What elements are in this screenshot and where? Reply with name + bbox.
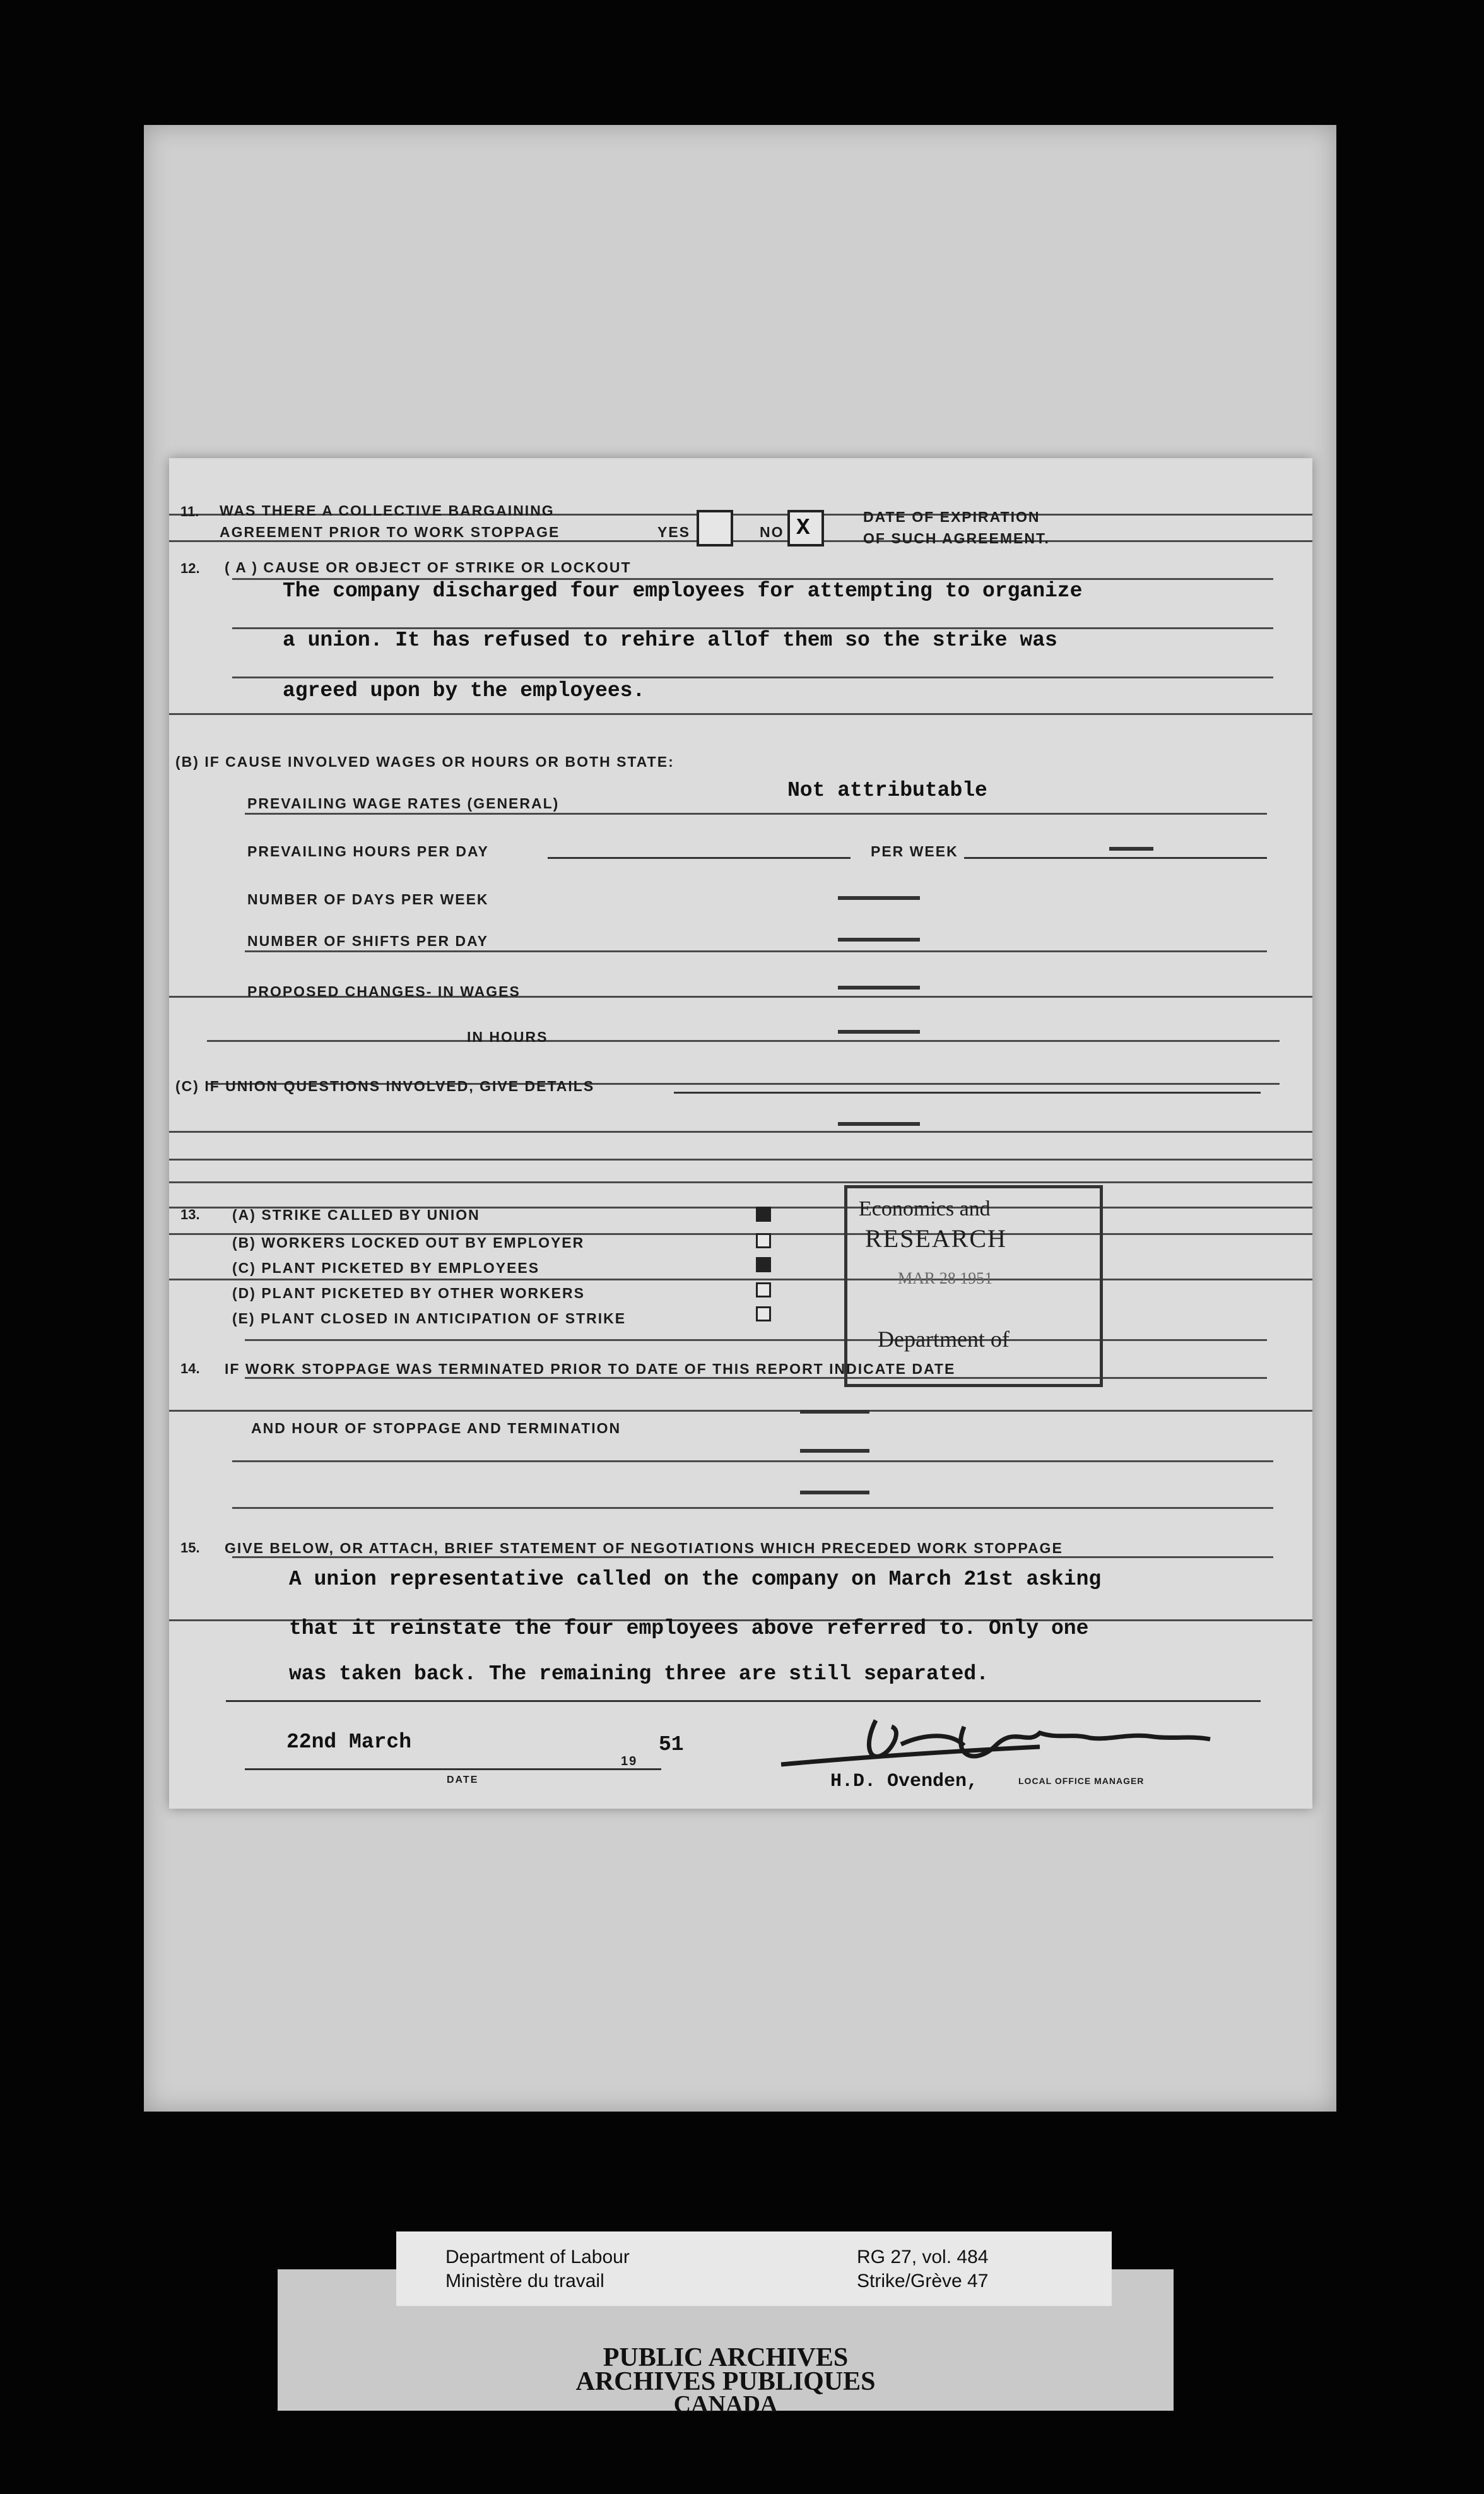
q11-no-mark: X xyxy=(796,515,810,541)
form-rule xyxy=(232,1460,1273,1462)
q11-yes-checkbox[interactable] xyxy=(697,510,733,547)
stamp-line1: Economics and xyxy=(859,1197,991,1220)
q11-expiration-line1: DATE OF EXPIRATION xyxy=(863,509,1040,525)
stamp-line4: Department of xyxy=(878,1327,1010,1352)
q14-number: 14. xyxy=(180,1361,200,1376)
q13-number: 13. xyxy=(180,1207,200,1222)
proposed-wages-label: PROPOSED CHANGES- IN WAGES xyxy=(247,983,521,1000)
q13-item-a: (A) STRIKE CALLED BY UNION xyxy=(232,1207,480,1223)
q13-item-c: (C) PLANT PICKETED BY EMPLOYEES xyxy=(232,1260,540,1276)
stamp-line3: MAR 28 1951 xyxy=(898,1269,993,1287)
signature xyxy=(775,1708,1216,1777)
hours-per-day-line xyxy=(548,857,851,859)
form-rule xyxy=(245,1339,1267,1341)
strike-report-form xyxy=(169,458,1312,1809)
stamp-line2: RESEARCH xyxy=(865,1224,1007,1253)
union-details-dash xyxy=(838,1122,920,1126)
form-rule xyxy=(169,1279,1312,1280)
form-rule xyxy=(169,1159,1312,1161)
q15-label: GIVE BELOW, OR ATTACH, BRIEF STATEMENT OF NEGOTIATIONS WHICH PRECEDED WORK STOPPAGE xyxy=(225,1540,1063,1556)
public-archives-en: PUBLIC ARCHIVES xyxy=(603,2343,849,2372)
q13-checkbox-c[interactable] xyxy=(756,1257,771,1272)
q13-checkbox-d[interactable] xyxy=(756,1282,771,1297)
q11-label-line2: AGREEMENT PRIOR TO WORK STOPPAGE xyxy=(220,524,560,540)
archive-ref-strike: Strike/Grève 47 xyxy=(857,2271,989,2291)
q15-number: 15. xyxy=(180,1540,200,1556)
received-stamp xyxy=(844,1185,1103,1387)
q15-line1: A union representative called on the company on March 21st asking xyxy=(289,1568,1102,1591)
form-rule xyxy=(245,950,1267,952)
shifts-per-day-label: NUMBER OF SHIFTS PER DAY xyxy=(247,933,488,949)
q11-no-checkbox[interactable] xyxy=(787,510,824,547)
prevailing-wage-value: Not attributable xyxy=(787,779,987,802)
q15-line2: that it reinstate the four employees above referred to. Only one xyxy=(289,1617,1089,1640)
date-line xyxy=(245,1768,661,1770)
q11-number: 11. xyxy=(180,504,199,519)
q14-dash xyxy=(800,1449,869,1453)
manager-label: LOCAL OFFICE MANAGER xyxy=(1018,1776,1145,1786)
q11-label-line1: WAS THERE A COLLECTIVE BARGAINING xyxy=(220,502,555,519)
form-rule xyxy=(169,713,1312,715)
form-rule xyxy=(169,1181,1312,1183)
q12-cause-line3: agreed upon by the employees. xyxy=(283,679,645,702)
dept-fr: Ministère du travail xyxy=(445,2271,604,2291)
hours-per-day-label: PREVAILING HOURS PER DAY xyxy=(247,843,489,860)
union-details-line xyxy=(674,1092,1261,1094)
year-prefix: 19 xyxy=(621,1754,638,1768)
report-year: 51 xyxy=(659,1733,684,1756)
proposed-wages-dash xyxy=(838,986,920,990)
q13-checkbox-a[interactable] xyxy=(756,1207,771,1222)
date-label: DATE xyxy=(447,1775,479,1785)
public-archives-fr: ARCHIVES PUBLIQUES xyxy=(575,2367,876,2396)
proposed-hours-dash xyxy=(838,1030,920,1034)
q11-no-label: NO xyxy=(760,524,784,540)
per-week-line xyxy=(964,857,1267,859)
shifts-per-day-dash xyxy=(838,938,920,942)
q12-cause-line2: a union. It has refused to rehire allof them so the strike was xyxy=(283,629,1057,652)
q13-item-e: (E) PLANT CLOSED IN ANTICIPATION OF STRIKE xyxy=(232,1310,627,1327)
q14-dash xyxy=(800,1491,869,1494)
q13-checkbox-e[interactable] xyxy=(756,1306,771,1321)
q14-label-line2: AND HOUR OF STOPPAGE AND TERMINATION xyxy=(251,1420,621,1436)
form-rule xyxy=(232,1507,1273,1509)
signatory-name: H.D. Ovenden, xyxy=(830,1771,979,1792)
q15-line3: was taken back. The remaining three are still separated. xyxy=(289,1662,989,1686)
q13-checkbox-b[interactable] xyxy=(756,1233,771,1248)
q14-label-line1: IF WORK STOPPAGE WAS TERMINATED PRIOR TO DATE OF THIS REPORT INDICATE DATE xyxy=(225,1361,956,1377)
q13-item-d: (D) PLANT PICKETED BY OTHER WORKERS xyxy=(232,1285,585,1301)
q15-rule xyxy=(226,1700,1261,1702)
q11-yes-label: YES xyxy=(657,524,691,540)
report-date: 22nd March xyxy=(286,1730,412,1754)
days-per-week-dash xyxy=(838,896,920,900)
archive-reference-card xyxy=(396,2231,1112,2306)
form-rule xyxy=(207,1040,1280,1042)
q12-number: 12. xyxy=(180,560,200,576)
q12-cause-label: ( A ) CAUSE OR OBJECT OF STRIKE OR LOCKOUT xyxy=(225,559,632,576)
per-week-label: PER WEEK xyxy=(871,843,958,860)
q12-cause-line1: The company discharged four employees for attempting to organize xyxy=(283,579,1083,603)
per-week-dash xyxy=(1109,847,1153,851)
form-rule xyxy=(245,813,1267,815)
form-rule xyxy=(169,1131,1312,1133)
archive-ref-volume: RG 27, vol. 484 xyxy=(857,2247,989,2267)
days-per-week-label: NUMBER OF DAYS PER WEEK xyxy=(247,891,489,907)
form-rule xyxy=(169,1410,1312,1412)
q11-expiration-line2: OF SUCH AGREEMENT. xyxy=(863,530,1050,547)
form-rule xyxy=(232,677,1273,678)
public-archives-canada: CANADA xyxy=(673,2391,778,2418)
q13-item-b: (B) WORKERS LOCKED OUT BY EMPLOYER xyxy=(232,1234,585,1251)
dept-en: Department of Labour xyxy=(445,2247,630,2267)
q12-wages-label: (B) IF CAUSE INVOLVED WAGES OR HOURS OR BOTH STATE: xyxy=(175,754,674,770)
q14-dash xyxy=(800,1410,869,1414)
q12-union-label: (C) IF UNION QUESTIONS INVOLVED, GIVE DETAILS xyxy=(175,1078,595,1094)
prevailing-wage-label: PREVAILING WAGE RATES (GENERAL) xyxy=(247,795,560,812)
proposed-hours-label: IN HOURS xyxy=(467,1029,548,1045)
